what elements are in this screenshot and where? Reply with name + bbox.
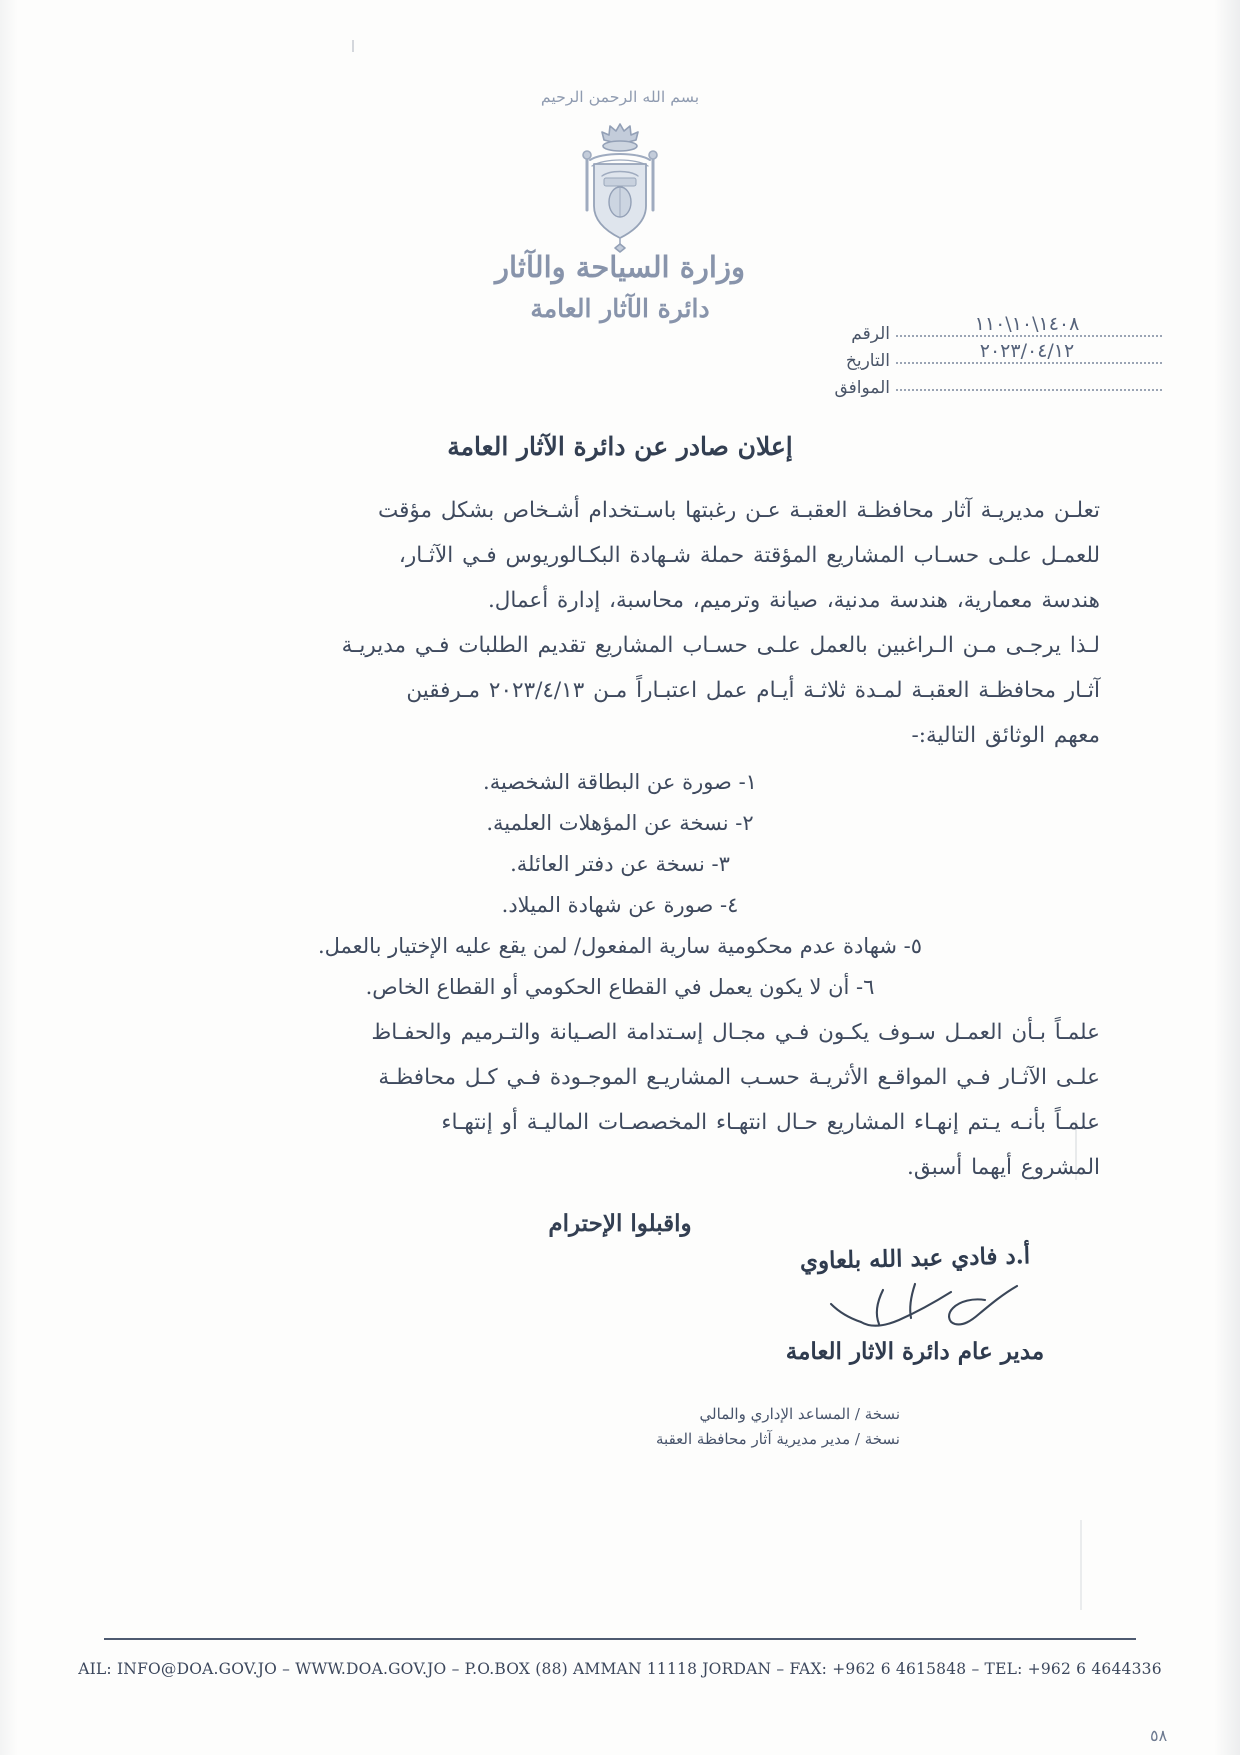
- reference-date-value: ٢٠٢٣/٠٤/١٢: [979, 340, 1075, 362]
- page-number-stamp: ٥٨: [1150, 1726, 1168, 1745]
- list-item: ٥- شهادة عدم محكومية سارية المفعول/ لمن يقع عليه الإختيار بالعمل.: [317, 934, 923, 958]
- basmala-text: بسم الله الرحمن الرحيم: [540, 88, 700, 106]
- reference-date-label: التاريخ: [845, 351, 890, 371]
- paragraph-1-line-2: للعمـل علـى حسـاب المشاريع المؤقتة حملة شـهادة البكـالوريوس فـي الآثـار،: [398, 543, 1100, 568]
- reference-number-label: الرقم: [851, 324, 890, 344]
- paragraph-3-line-2: علـى الآثـار فـي المواقـع الأثريـة حسـب المشاريـع الموجـودة فـي كـل محافظـة: [378, 1065, 1100, 1090]
- list-item: ٤- صورة عن شهادة الميلاد.: [501, 893, 739, 917]
- paragraph-2-line-3: معهم الوثائق التالية:-: [911, 723, 1100, 748]
- footer-contact-info: AIL: INFO@DOA.GOV.JO – WWW.DOA.GOV.JO – P.O.BOX (88) AMMAN 11118 JORDAN – FAX: +962 6 4615848 – TEL: +962 6 4644336: [78, 1660, 1162, 1678]
- jordan-coat-of-arms-emblem: [560, 118, 680, 258]
- signature-block: [700, 1242, 1130, 1365]
- signatory-name: أ.د فادي عبد الله بلعاوي: [799, 1242, 1031, 1275]
- reference-hijri-row: [832, 376, 1162, 403]
- paragraph-1-line-3: هندسة معمارية، هندسة مدنية، صيانة وترميم، محاسبة، إدارة أعمال.: [487, 588, 1100, 613]
- paragraph-3-line-1: علمـاً بـأن العمـل سـوف يكـون فـي مجـال إسـتدامة الصـيانة والتـرميم والحفـاظ: [371, 1020, 1100, 1045]
- paragraph-3-line-4: المشروع أيهما أسبق.: [907, 1155, 1100, 1180]
- required-documents-list: [140, 762, 1100, 1008]
- department-name: دائرة الآثار العامة: [530, 294, 710, 323]
- closing-salutation: واقبلوا الإحترام: [548, 1210, 692, 1237]
- signatory-title: مدير عام دائرة الاثار العامة: [785, 1338, 1045, 1365]
- scan-speck: [352, 40, 354, 52]
- reference-date-row: [832, 340, 1162, 376]
- list-item: ٢- نسخة عن المؤهلات العلمية.: [486, 811, 754, 835]
- footer-divider: [104, 1638, 1136, 1640]
- ministry-name: وزارة السياحة والآثار: [495, 250, 745, 284]
- reference-hijri-label: الموافق: [834, 378, 890, 398]
- handwritten-signature-icon: [700, 1274, 1130, 1336]
- cc-distribution-list: [656, 1402, 900, 1452]
- list-item: ٣- نسخة عن دفتر العائلة.: [510, 852, 730, 876]
- cc-line: نسخة / مدير مديرية آثار محافظة العقبة: [656, 1430, 900, 1448]
- paragraph-2-line-1: لـذا يرجـى مـن الـراغبين بالعمل علـى حسـاب المشاريع تقديم الطلبات فـي مديريـة: [341, 633, 1100, 658]
- paragraph-1-line-1: تعلـن مديريـة آثار محافظـة العقبـة عـن رغبتها باسـتخدام أشـخاص بشكل مؤقت: [378, 498, 1100, 523]
- reference-block: [832, 313, 1162, 403]
- cc-line: نسخة / المساعد الإداري والمالي: [699, 1405, 900, 1423]
- list-item: ٦- أن لا يكون يعمل في القطاع الحكومي أو القطاع الخاص.: [365, 975, 875, 999]
- list-item: ١- صورة عن البطاقة الشخصية.: [483, 770, 757, 794]
- paragraph-2-line-2: آثـار محافظـة العقبـة لمـدة ثلاثـة أيـام عمل اعتبـاراً مـن ٢٠٢٣/٤/١٣ مـرفقين: [406, 678, 1100, 703]
- reference-number-dotted-line: [896, 313, 1162, 339]
- document-body: [140, 490, 1100, 1237]
- scan-speck: [1080, 1520, 1082, 1610]
- paragraph-3-line-3: علمـاً بأنـه يـتم إنهـاء المشاريع حـال انتهـاء المخصصـات الماليـة أو إنتهـاء: [441, 1110, 1100, 1135]
- reference-hijri-dotted-line: [896, 376, 1162, 393]
- reference-date-dotted-line: [896, 340, 1162, 366]
- reference-number-value: ١٤٠٨\١٠\١١٠: [974, 313, 1080, 335]
- page-title: إعلان صادر عن دائرة الآثار العامة: [447, 432, 793, 461]
